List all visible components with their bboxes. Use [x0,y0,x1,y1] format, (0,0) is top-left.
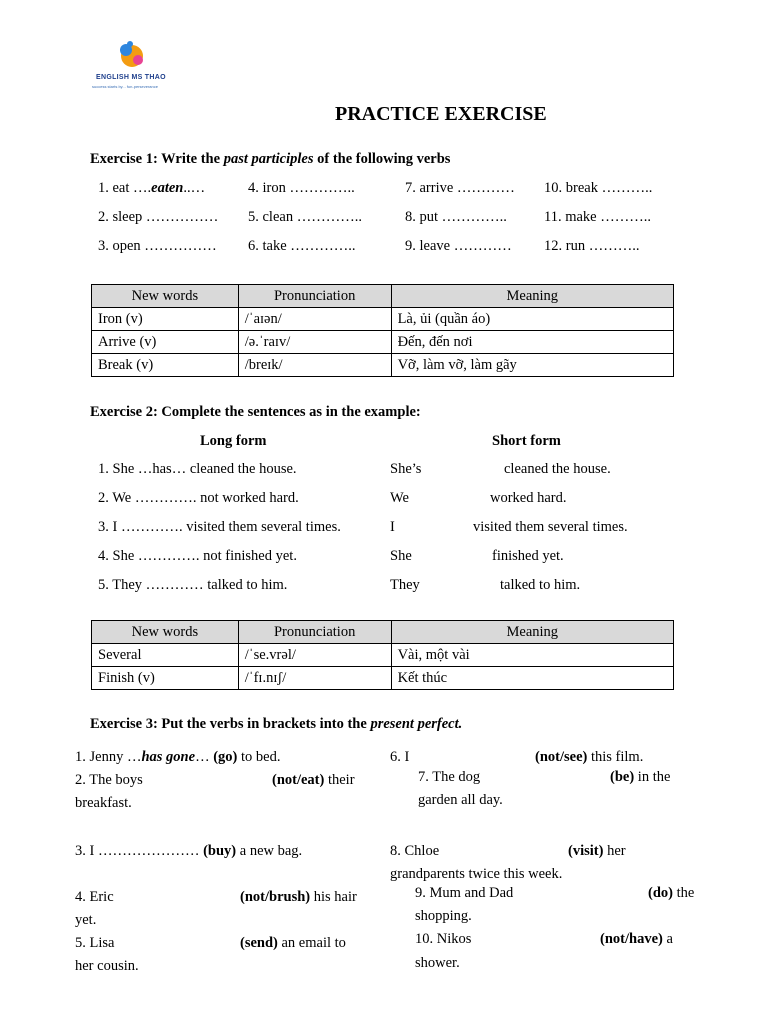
ex2-long-1: 1. She …has… cleaned the house. [98,461,297,477]
ex1-item-12: 12. run ……….. [544,238,640,254]
meaning-cell: Vỡ, làm vỡ, làm gãy [391,354,673,377]
word-cell: Finish (v) [92,667,239,690]
ex2-short-rest-5: talked to him. [500,577,581,593]
page-title: PRACTICE EXERCISE [335,103,547,125]
ex2-short-rest-4: finished yet. [492,548,564,564]
ex3-question-4-start: 4. Eric [75,889,114,905]
table-row [92,644,674,667]
ex1-item-8: 8. put ………….. [405,209,507,225]
pronunciation-cell: /ˈaɪən/ [238,308,391,331]
short-form-label: Short form [492,433,561,449]
ex3-question-2-verb: (not/eat) their [272,772,355,788]
ex2-long-5: 5. They ………… talked to him. [98,577,288,593]
ex1-item-7: 7. arrive ………… [405,180,515,196]
ex2-short-rest-3: visited them several times. [473,519,628,535]
table-row [92,667,674,690]
ex1-item-6: 6. take ………….. [248,238,356,254]
ex2-long-3: 3. I …………. visited them several times. [98,519,341,535]
ex2-short-subject-3: I [390,519,395,535]
exercise2-heading: Exercise 2: Complete the sentences as in the example: [90,404,421,420]
ex2-long-2: 2. We …………. not worked hard. [98,490,299,506]
ex1-item-2: 2. sleep …………… [98,209,219,225]
ex3-question-5-cont: her cousin. [75,958,139,974]
table-row [92,308,674,331]
table-header-row [92,621,674,644]
meaning-cell: Vài, một vài [391,644,673,667]
logo-name: ENGLISH MS THAO [96,74,166,81]
vocab-table-1 [91,284,674,377]
ex2-long-4: 4. She …………. not finished yet. [98,548,297,564]
meaning-cell: Đến, đến nơi [391,331,673,354]
ex3-question-8-start: 8. Chloe [390,843,440,859]
meaning-cell: Là, ủi (quần áo) [391,308,673,331]
ex3-question-10-cont: shower. [415,955,460,971]
exercise3-heading: Exercise 3: Put the verbs in brackets into the present perfect. [90,716,463,732]
ex2-short-rest-2: worked hard. [490,490,567,506]
ex1-item-5: 5. clean ………….. [248,209,362,225]
ex3-question-5-start: 5. Lisa [75,935,115,951]
ex3-question-1: 1. Jenny …has gone… (go) to bed. [75,749,281,765]
ex2-short-rest-1: cleaned the house. [504,461,611,477]
ex1-item-4: 4. iron ………….. [248,180,355,196]
ex3-question-2-start: 2. The boys [75,772,143,788]
ex3-question-8-verb: (visit) her [568,843,626,859]
long-form-label: Long form [200,433,267,449]
header-meaning: Meaning [391,621,673,644]
table-row [92,331,674,354]
ex3-question-8-cont: grandparents twice this week. [390,866,563,882]
word-cell: Break (v) [92,354,239,377]
ex3-question-7-verb: (be) in the [610,769,671,785]
word-cell: Iron (v) [92,308,239,331]
word-cell: Arrive (v) [92,331,239,354]
header-meaning: Meaning [391,285,673,308]
ex3-question-9-start: 9. Mum and Dad [415,885,514,901]
meaning-cell: Kết thúc [391,667,673,690]
table-row [92,354,674,377]
ex1-item-9: 9. leave ………… [405,238,512,254]
ex3-question-4-verb: (not/brush) his hair [240,889,357,905]
logo-tagline: success starts by... fun-perseverance [92,84,158,89]
ex2-short-subject-2: We [390,490,409,506]
ex1-item-1: 1. eat ….eaten..… [98,180,206,196]
pronunciation-cell: /ˈse.vrəl/ [238,644,391,667]
header-pronunciation: Pronunciation [238,621,391,644]
ex3-question-7-start: 7. The dog [418,769,481,785]
ex1-item-11: 11. make ……….. [544,209,651,225]
ex3-question-4-cont: yet. [75,912,97,928]
ex3-question-10-verb: (not/have) a [600,931,673,947]
ex2-short-subject-1: She’s [390,461,422,477]
ex1-item-10: 10. break ……….. [544,180,653,196]
ex3-question-9-cont: shopping. [415,908,472,924]
pronunciation-cell: /ˈfɪ.nɪʃ/ [238,667,391,690]
ex1-item-3: 3. open …………… [98,238,217,254]
ex3-question-6-verb: (not/see) this film. [535,749,644,765]
ex2-short-subject-4: She [390,548,412,564]
ex3-question-7-cont: garden all day. [418,792,503,808]
ex3-question-2-cont: breakfast. [75,795,132,811]
ex3-question-3: 3. I ………………… (buy) a new bag. [75,843,303,859]
exercise1-heading: Exercise 1: Write the past participles of the following verbs [90,151,451,167]
word-cell: Several [92,644,239,667]
header-pronunciation: Pronunciation [238,285,391,308]
ex2-short-subject-5: They [390,577,420,593]
vocab-table-2 [91,620,674,690]
pronunciation-cell: /breɪk/ [238,354,391,377]
header-new-words: New words [92,621,239,644]
ex3-question-9-verb: (do) the [648,885,695,901]
table-header-row [92,285,674,308]
ex3-question-5-verb: (send) an email to [240,935,346,951]
header-new-words: New words [92,285,239,308]
pronunciation-cell: /ə.ˈraɪv/ [238,331,391,354]
ex3-question-10-start: 10. Nikos [415,931,472,947]
ex3-question-6-start: 6. I [390,749,410,765]
